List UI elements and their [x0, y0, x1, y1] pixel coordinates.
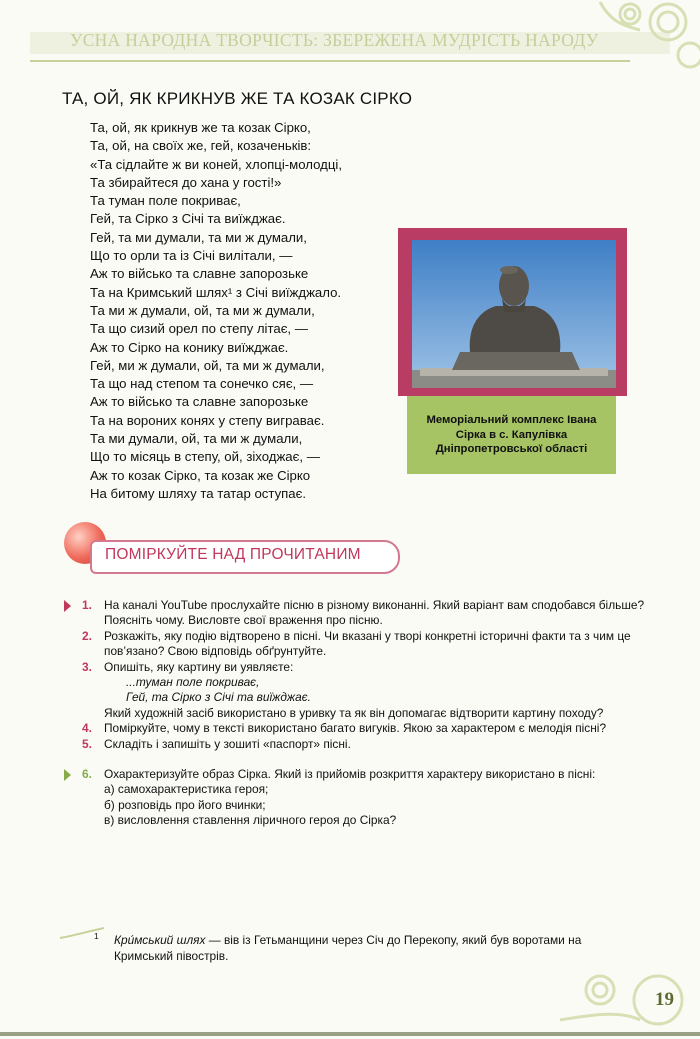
question-text: На каналі YouTube прослухайте пісню в різному виконанні. Який варіант вам сподобався більше? Поясніть чому. Висловте свої враження про пісню.: [104, 598, 645, 628]
question-option: в) висловлення ставлення ліричного героя до Сірка?: [104, 813, 397, 828]
question-item: [62, 629, 650, 660]
poem-line: Гей, та Сірко з Січі та виїжджає.: [90, 211, 286, 227]
photo-caption: Меморіальний комплекс Івана Сірка в с. Капулівка Дніпропетровської області: [407, 396, 616, 474]
poem-line: Та збирайтеся до хана у гості!»: [90, 174, 282, 190]
question-text: Який художній засіб використано в уривку та як він допомагає відтворити картину походу?: [104, 705, 604, 720]
poem-line: Аж то Сірко на конику виїжджає.: [90, 339, 289, 355]
question-text: Поміркуйте, чому в тексті використано багато вигуків. Якою за характером є мелодія пісні?: [104, 721, 607, 736]
question-item: [62, 660, 650, 722]
question-item: [62, 721, 650, 736]
question-number: 4.: [82, 721, 92, 736]
poem-line: Та туман поле покриває,: [90, 193, 241, 209]
question-quote: ...туман поле покриває,: [126, 675, 260, 690]
poem-line: Аж то військо та славне запорозьке: [90, 394, 309, 410]
monument-photo: [412, 240, 616, 388]
question-number: 6.: [82, 767, 92, 782]
poem-line: Гей, та ми думали, та ми ж думали,: [90, 229, 307, 245]
poem-line: Що то орли та із Січі вилітали, —: [90, 248, 293, 264]
question-quote: Гей, та Сірко з Січі та виїжджає.: [126, 690, 311, 705]
header-rule: [30, 60, 630, 62]
question-item: [62, 737, 650, 752]
page-number: 19: [655, 989, 674, 1010]
triangle-bullet-icon: [64, 600, 71, 612]
question-text: Опишіть, яку картину ви уявляєте:: [104, 659, 294, 674]
question-item: [62, 767, 650, 829]
poem-line: Та що сизий орел по степу літає, —: [90, 321, 308, 337]
question-text: Розкажіть, яку подію відтворено в пісні. Чи вказані у творі конкретні історичні факти та з чим це пов’язано? Свою відповідь обґрунтуйте.: [104, 628, 631, 659]
footnote-term: Кри́мський шлях: [114, 933, 206, 947]
poem-line: Аж то військо та славне запорозьке: [90, 266, 309, 282]
poem-line: Та на вороних конях у степу виграває.: [90, 412, 325, 428]
footnote: [62, 932, 642, 964]
question-number: 5.: [82, 736, 92, 751]
poem-line: Та що над степом та сонечко сяє, —: [90, 376, 314, 392]
poem-title: ТА, ОЙ, ЯК КРИКНУВ ЖЕ ТА КОЗАК СІРКО: [62, 89, 413, 108]
poem-line: Та, ой, на своїх же, гей, козаченьків:: [90, 138, 312, 154]
question-number: 1.: [82, 598, 92, 612]
question-item: [62, 598, 650, 629]
question-option: а) самохарактеристика героя;: [104, 782, 269, 797]
questions-list: [62, 598, 650, 829]
poem-line: Та на Кримський шлях¹ з Січі виїжджало.: [90, 284, 342, 300]
question-number: 3.: [82, 659, 92, 674]
bottom-rule: [0, 1032, 700, 1036]
footnote-text-block: [62, 932, 642, 964]
poem-line: «Та сідлайте ж ви коней, хлопці-молодці,: [90, 156, 343, 172]
footnote-text: — вів із Гетьманщини через Січ до Перекопу, який був воротами на Кримський півострів.: [114, 933, 582, 963]
poem-line: Та, ой, як крикнув же та козак Сірко,: [90, 120, 311, 135]
triangle-bullet-icon: [64, 769, 71, 781]
swirl-ornament-icon: [550, 0, 700, 70]
question-text: Охарактеризуйте образ Сірка. Який із прийомів розкриття характеру використано в пісні:: [104, 767, 596, 782]
poem-text: [90, 119, 342, 503]
header-title: УСНА НАРОДНА ТВОРЧІСТЬ: ЗБЕРЕЖЕНА МУДРІСТЬ НАРОДУ: [70, 30, 599, 50]
poem-line: Та ми ж думали, ой, та ми ж думали,: [90, 302, 315, 318]
question-text: Складіть і запишіть у зошиті «паспорт» пісні.: [104, 736, 351, 751]
poem-line: Гей, ми ж думали, ой, та ми ж думали,: [90, 357, 325, 373]
question-number: 2.: [82, 628, 92, 643]
footnote-mark: 1: [94, 931, 99, 941]
section-title: ПОМІРКУЙТЕ НАД ПРОЧИТАНИМ: [105, 546, 361, 563]
poem-line: Аж то козак Сірко, та козак же Сірко: [90, 467, 311, 483]
poem-line: На битому шляху та татар оступає.: [90, 485, 307, 501]
poem-line: Та ми думали, ой, та ми ж думали,: [90, 431, 303, 447]
poem-line: Що то місяць в степу, ой, зіходжає, —: [90, 449, 320, 465]
question-option: б) розповідь про його вчинки;: [104, 797, 266, 812]
